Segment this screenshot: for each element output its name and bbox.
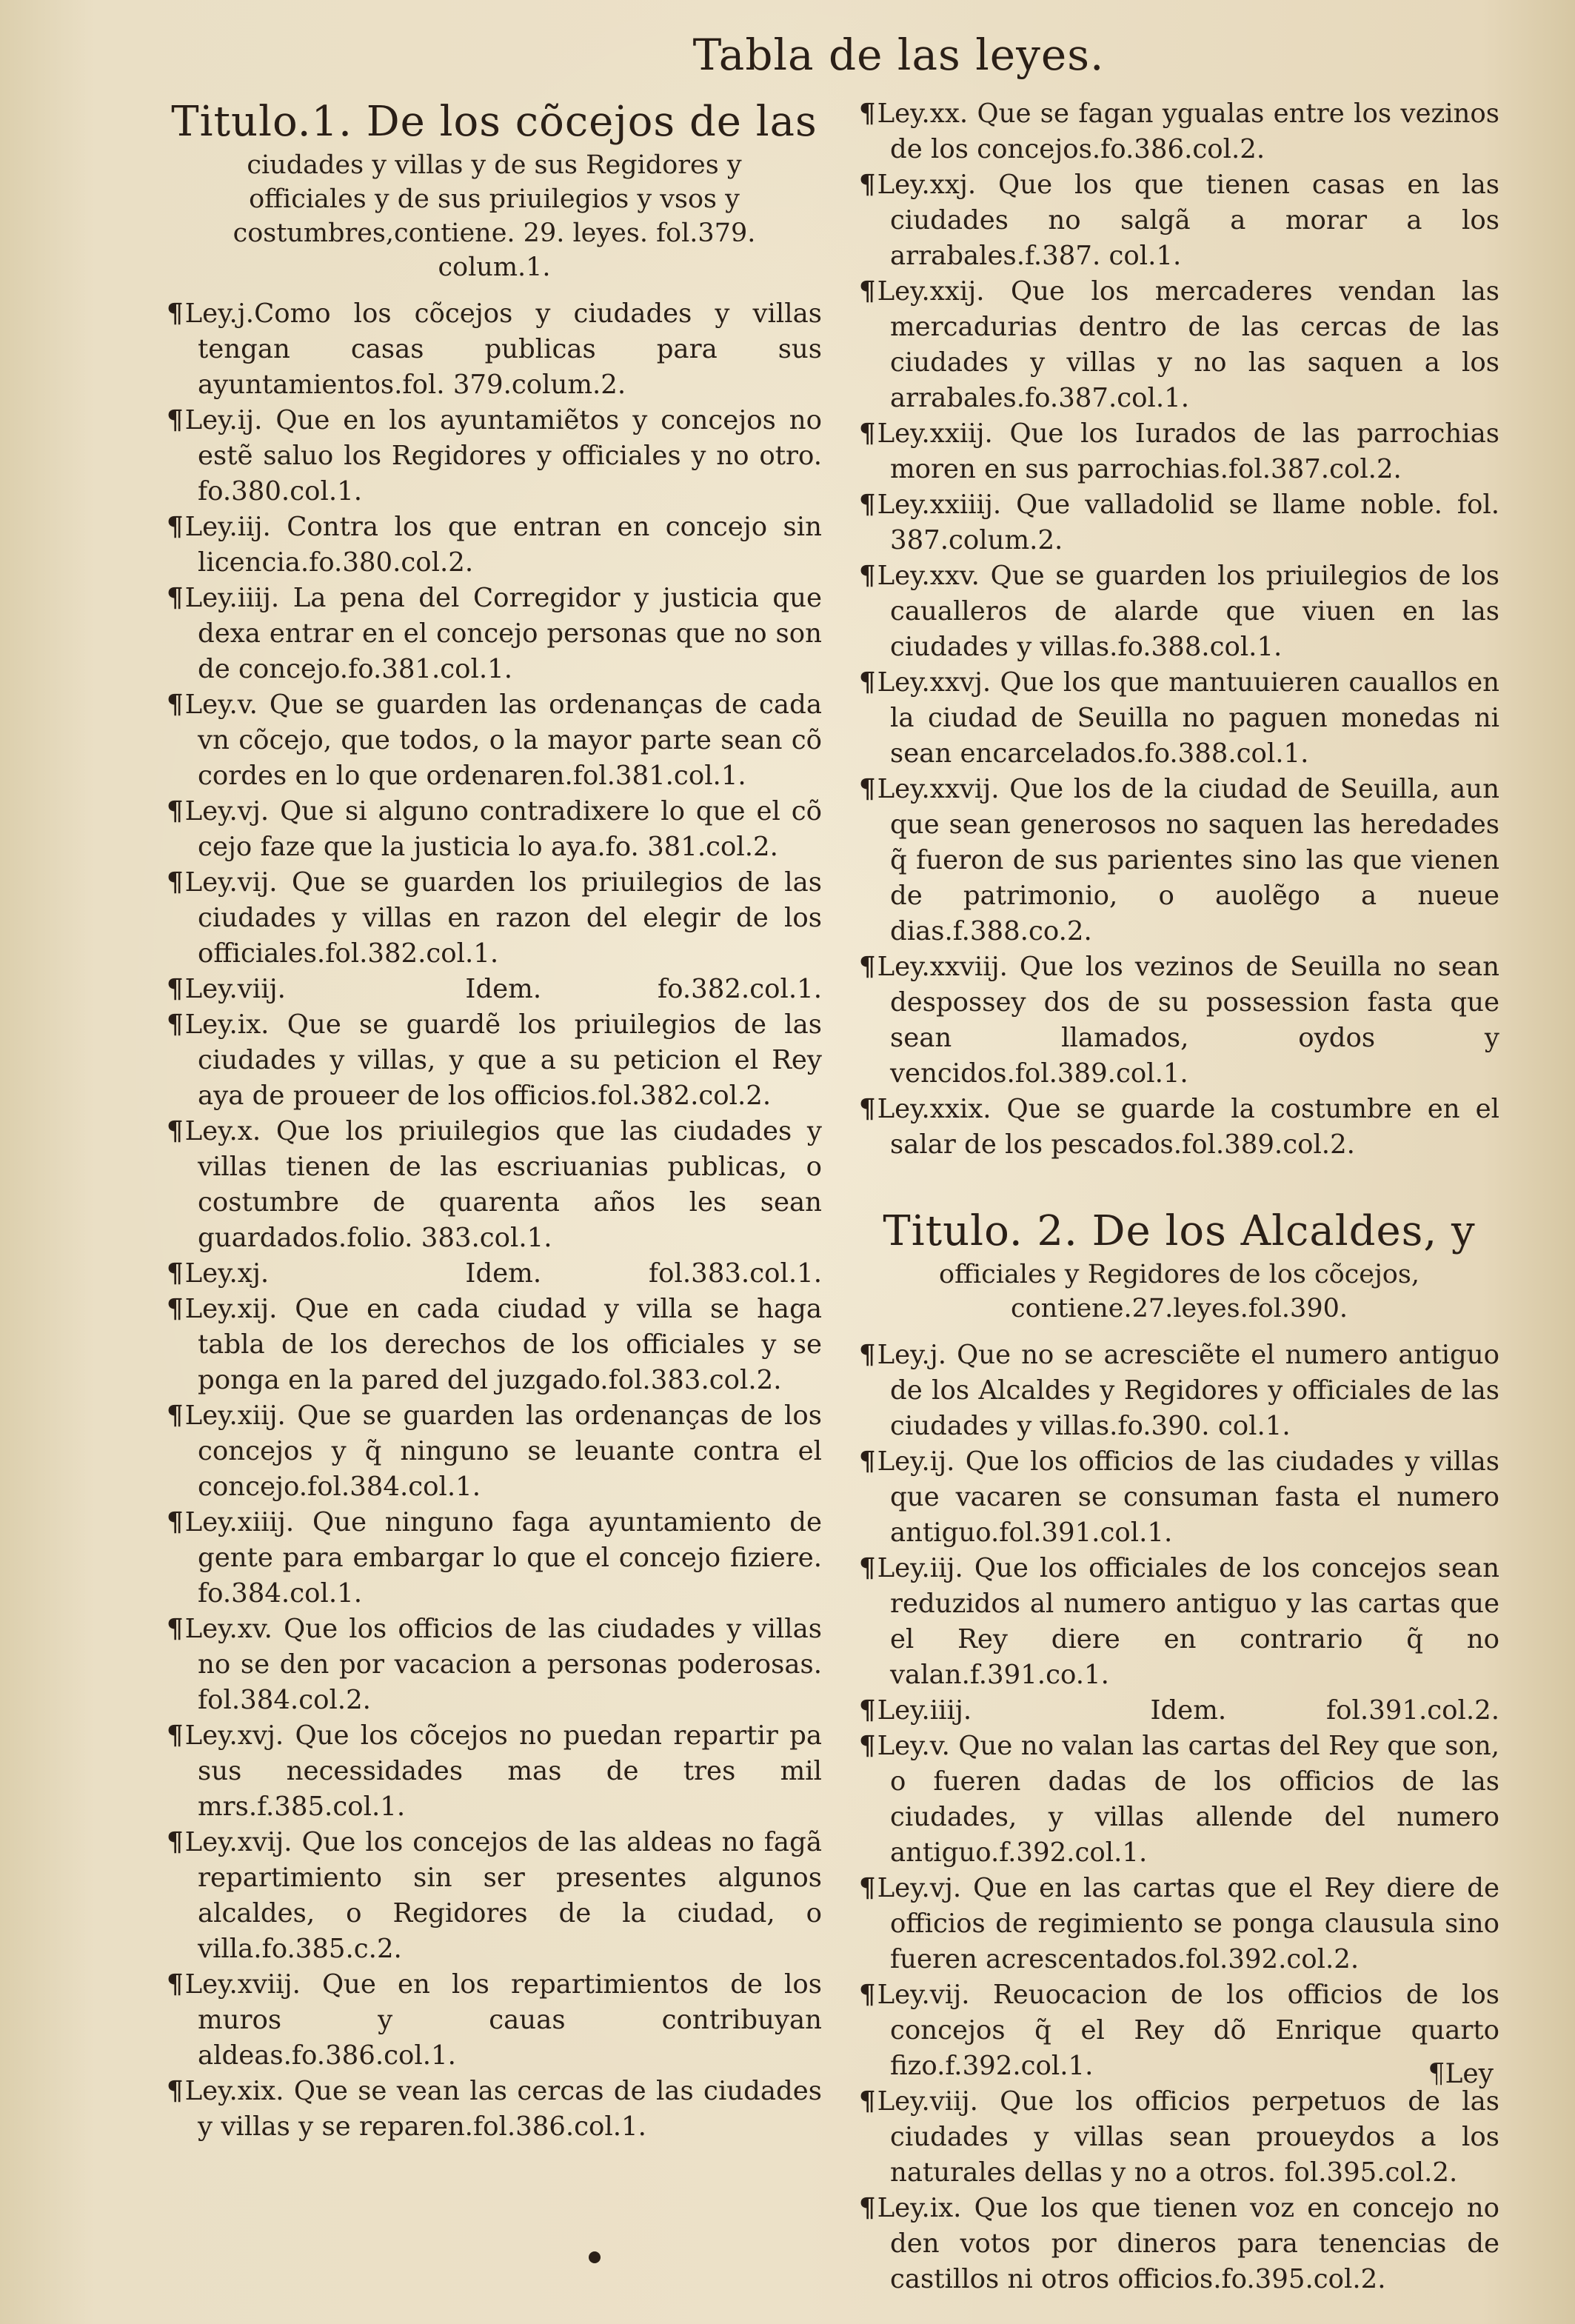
- title-block-2: [859, 1206, 1499, 1326]
- pilcrow-icon: ¶: [859, 2086, 876, 2117]
- law-entry: [167, 403, 822, 510]
- catchword: ¶Ley: [1428, 2059, 1494, 2089]
- pilcrow-icon: ¶: [859, 952, 876, 982]
- law-entry: [167, 2074, 822, 2145]
- pilcrow-icon: ¶: [859, 1553, 876, 1583]
- entry-text: Ley.xxiiij. Que valladolid se llame noble. fol. 387.colum.2.: [877, 490, 1499, 555]
- entry-text: Ley.xxj. Que los que tienen casas en las ciudades no salgã a morar a los arrabales.f.387. col.1.: [877, 170, 1499, 271]
- entry-text: Ley.vij. Que se guarden los priuilegios de las ciudades y villas en razon del elegir de los officiales.fol.382.col.1.: [184, 867, 822, 969]
- pilcrow-icon: ¶: [167, 2076, 184, 2106]
- law-entry: [167, 1007, 822, 1114]
- pilcrow-icon: ¶: [167, 1400, 184, 1431]
- entry-text: Ley.iiij. La pena del Corregidor y justicia que dexa entrar en el concejo personas que no son de concejo.fo.381.col.1.: [184, 583, 822, 684]
- pilcrow-icon: ¶: [167, 583, 184, 613]
- law-entry: [859, 1693, 1499, 1729]
- pilcrow-icon: ¶: [167, 689, 184, 720]
- law-entry: [167, 865, 822, 972]
- entry-text: Ley.xix. Que se vean las cercas de las ciudades y villas y se reparen.fol.386.col.1.: [184, 2076, 822, 2142]
- entry-text: Ley.xxv. Que se guarden los priuilegios de los caualleros de alarde que viuen en las ciudades y villas.fo.388.col.1.: [877, 561, 1499, 662]
- law-entry: [167, 1256, 822, 1292]
- law-entry: [859, 1729, 1499, 1871]
- pilcrow-icon: ¶: [167, 1009, 184, 1040]
- pilcrow-icon: ¶: [859, 1731, 876, 1761]
- law-entry: [859, 665, 1499, 772]
- pilcrow-icon: ¶: [859, 1094, 876, 1124]
- section-gap: [859, 1163, 1499, 1206]
- entry-text: Ley.ij. Que en los ayuntamiẽtos y concejos no estẽ saluo los Regidores y officiales y no otro. fo.380.col.1.: [184, 405, 822, 507]
- entry-text: Ley.vj. Que en las cartas que el Rey diere de officios de regimiento se ponga clausula sino fueren acrescentados.fol.392.col.2.: [877, 1873, 1499, 1974]
- law-entry: [859, 558, 1499, 665]
- running-head: Tabla de las leyes.: [692, 30, 1105, 80]
- folio-ref: fol.383.col.1.: [649, 1258, 822, 1289]
- entry-text: Ley.vj. Que si alguno contradixere lo que el cõ cejo faze que la justicia lo aya.fo. 381.col.2.: [184, 796, 822, 862]
- law-entry: [859, 1092, 1499, 1163]
- ornament-dot: [589, 2251, 601, 2263]
- entry-text: Ley.iij. Que los officiales de los concejos sean reduzidos al numero antiguo y las cartas que el Rey diere en contrario q̃ no valan.f.391.co.1.: [877, 1553, 1499, 1690]
- law-entry: [167, 1505, 822, 1612]
- law-number: Ley.viij.: [184, 974, 286, 1004]
- pilcrow-icon: ¶: [859, 1873, 876, 1903]
- title-heading: Titulo.1. De los cõcejos de las: [171, 98, 817, 146]
- pilcrow-icon: ¶: [167, 1720, 184, 1751]
- law-entry: [859, 487, 1499, 558]
- law-entry: [859, 1338, 1499, 1444]
- folio-ref: fol.391.col.2.: [1326, 1695, 1500, 1726]
- right-column: [859, 96, 1499, 2297]
- pilcrow-icon: ¶: [167, 405, 184, 435]
- folio-ref: fo.382.col.1.: [658, 974, 822, 1004]
- entry-list: [859, 96, 1499, 1163]
- law-entry: [167, 1114, 822, 1256]
- law-entry: [167, 1292, 822, 1398]
- law-entry: [167, 296, 822, 403]
- entry-text: Ley.iij. Contra los que entran en concejo sin licencia.fo.380.col.2.: [184, 512, 822, 578]
- law-entry: [859, 1977, 1499, 2084]
- law-entry: [167, 1718, 822, 1825]
- pilcrow-icon: ¶: [167, 1969, 184, 2000]
- entry-text: Ley.xx. Que se fagan ygualas entre los vezinos de los concejos.fo.386.col.2.: [877, 98, 1499, 164]
- entry-text: Ley.xvij. Que los concejos de las aldeas no fagã repartimiento sin ser presentes algunos alcaldes, o Regidores de la ciudad, o villa.fo.385.c.2.: [184, 1827, 822, 1964]
- law-entry: [859, 1871, 1499, 1977]
- law-entry: [859, 96, 1499, 167]
- law-entry: [859, 274, 1499, 416]
- law-entry: [859, 2084, 1499, 2191]
- law-entry: [167, 1398, 822, 1505]
- pilcrow-icon: ¶: [859, 276, 876, 307]
- law-entry: [859, 1444, 1499, 1551]
- pilcrow-icon: ¶: [167, 796, 184, 827]
- law-entry: [859, 1551, 1499, 1693]
- law-entry: [167, 581, 822, 687]
- law-entry: [167, 510, 822, 581]
- pilcrow-icon: ¶: [167, 974, 184, 1004]
- entry-text: Ley.xxvij. Que los de la ciudad de Seuilla, aun que sean generosos no saquen las heredades q̃ fueron de sus parientes sino las que vienen de patrimonio, o auolẽgo a nueue dias.f.388.co.2.: [877, 774, 1499, 946]
- pilcrow-icon: ¶: [167, 1116, 184, 1146]
- law-entry: [859, 167, 1499, 274]
- pilcrow-icon: ¶: [859, 2193, 876, 2223]
- law-entry: [859, 2191, 1499, 2297]
- entry-text: Ley.xxviij. Que los vezinos de Seuilla no sean despossey dos de su possession fasta que sean llamados, oydos y vencidos.fol.389.col.1.: [877, 952, 1499, 1089]
- pilcrow-icon: ¶: [167, 1614, 184, 1644]
- title-subheading: officiales y Regidores de los cõcejos, contiene.27.leyes.fol.390.: [939, 1260, 1419, 1323]
- law-entry: [167, 972, 822, 1007]
- law-entry: [167, 687, 822, 794]
- law-entry: [167, 1967, 822, 2074]
- entry-text: Ley.ix. Que los que tienen voz en concejo no den votos por dineros para tenencias de castillos ni otros officios.fo.395.col.2.: [877, 2193, 1499, 2294]
- entry-text: Ley.xxix. Que se guarde la costumbre en el salar de los pescados.fol.389.col.2.: [877, 1094, 1499, 1160]
- entry-text: Ley.ix. Que se guardẽ los priuilegios de las ciudades y villas, y que a su peticion el Rey aya de proueer de los officios.fol.382.col.2.: [184, 1009, 822, 1111]
- entry-text: Ley.xv. Que los officios de las ciudades y villas no se den por vacacion a personas poderosas. fol.384.col.2.: [184, 1614, 822, 1715]
- pilcrow-icon: ¶: [859, 1695, 876, 1726]
- pilcrow-icon: ¶: [859, 1980, 876, 2010]
- entry-text: Ley.xiij. Que se guarden las ordenanças de los concejos y q̃ ninguno se leuante contra el concejo.fol.384.col.1.: [184, 1400, 822, 1502]
- idem-label: Idem.: [1150, 1695, 1227, 1726]
- entry-text: Ley.xxvj. Que los que mantuuieren cauallos en la ciudad de Seuilla no paguen monedas ni sean encarcelados.fo.388.col.1.: [877, 667, 1499, 769]
- entry-text: Ley.xvj. Que los cõcejos no puedan repartir pa sus necessidades mas de tres mil mrs.f.385.col.1.: [184, 1720, 822, 1822]
- entry-list: [167, 296, 822, 2145]
- pilcrow-icon: ¶: [859, 1340, 876, 1370]
- entry-text: Ley.v. Que no valan las cartas del Rey que son, o fueren dadas de los officios de las ciudades, y villas allende del numero antiguo.f.392.col.1.: [877, 1731, 1499, 1868]
- pilcrow-icon: ¶: [859, 418, 876, 449]
- entry-text: Ley.xviij. Que en los repartimientos de los muros y cauas contribuyan aldeas.fo.386.col.1.: [184, 1969, 822, 2071]
- pilcrow-icon: ¶: [859, 170, 876, 200]
- law-entry: [167, 1612, 822, 1718]
- law-entry: [859, 772, 1499, 949]
- pilcrow-icon: ¶: [859, 98, 876, 129]
- pilcrow-icon: ¶: [167, 867, 184, 898]
- law-entry: [859, 949, 1499, 1092]
- entry-text: Ley.j. Que no se acresciẽte el numero antiguo de los Alcaldes y Regidores y officiales de las ciudades y villas.fo.390. col.1.: [877, 1340, 1499, 1441]
- idem-label: Idem.: [465, 974, 542, 1004]
- entry-text: Ley.xxij. Que los mercaderes vendan las mercadurias dentro de las cercas de las ciudades y villas y no las saquen a los arrabales.fo.387.col.1.: [877, 276, 1499, 413]
- entry-list: [859, 1338, 1499, 2297]
- pilcrow-icon: ¶: [859, 490, 876, 520]
- entry-text: Ley.j.Como los cõcejos y ciudades y villas tengan casas publicas para sus ayuntamientos.fol. 379.colum.2.: [184, 298, 822, 400]
- title-subheading: ciudades y villas y de sus Regidores y officiales y de sus priuilegios y vsos y costumbres,contiene. 29. leyes. fol.379. colum.1.: [233, 150, 756, 282]
- law-number: Ley.xj.: [184, 1258, 270, 1289]
- pilcrow-icon: ¶: [167, 512, 184, 542]
- entry-text: Ley.xij. Que en cada ciudad y villa se haga tabla de los derechos de los officiales y se ponga en la pared del juzgado.fol.383.col.2.: [184, 1294, 822, 1395]
- idem-label: Idem.: [465, 1258, 542, 1289]
- entry-text: Ley.x. Que los priuilegios que las ciudades y villas tienen de las escriuanias publicas, o costumbre de quarenta años les sean guardados.folio. 383.col.1.: [184, 1116, 822, 1253]
- law-entry: [859, 416, 1499, 487]
- pilcrow-icon: ¶: [167, 1827, 184, 1857]
- title-heading: Titulo. 2. De los Alcaldes, y: [883, 1207, 1476, 1255]
- entry-text: Ley.xiiij. Que ninguno faga ayuntamiento de gente para embargar lo que el concejo fiziere. fo.384.col.1.: [184, 1507, 822, 1609]
- law-number: Ley.iiij.: [877, 1695, 972, 1726]
- law-entry: [167, 794, 822, 865]
- pilcrow-icon: ¶: [859, 561, 876, 591]
- pilcrow-icon: ¶: [167, 1294, 184, 1324]
- entry-text: Ley.v. Que se guarden las ordenanças de cada vn cõcejo, que todos, o la mayor parte sean cõ cordes en lo que ordenaren.fol.381.col.1.: [184, 689, 822, 791]
- title-block-1: [167, 96, 822, 284]
- entry-text: Ley.ij. Que los officios de las ciudades y villas que vacaren se consuman fasta el numero antiguo.fol.391.col.1.: [877, 1446, 1499, 1548]
- entry-text: Ley.vij. Reuocacion de los officios de los concejos q̃ el Rey dõ Enrique quarto fizo.f.392.col.1.: [877, 1980, 1499, 2081]
- law-entry: [167, 1825, 822, 1967]
- entry-text: Ley.xxiij. Que los Iurados de las parrochias moren en sus parrochias.fol.387.col.2.: [877, 418, 1499, 484]
- pilcrow-icon: ¶: [167, 298, 184, 329]
- pilcrow-icon: ¶: [859, 774, 876, 804]
- pilcrow-icon: ¶: [859, 1446, 876, 1477]
- pilcrow-icon: ¶: [167, 1258, 184, 1289]
- pilcrow-icon: ¶: [167, 1507, 184, 1537]
- pilcrow-icon: ¶: [859, 667, 876, 698]
- entry-text: Ley.viij. Que los officios perpetuos de las ciudades y villas sean proueydos a los naturales dellas y no a otros. fol.395.col.2.: [877, 2086, 1499, 2188]
- left-column: [167, 96, 822, 2145]
